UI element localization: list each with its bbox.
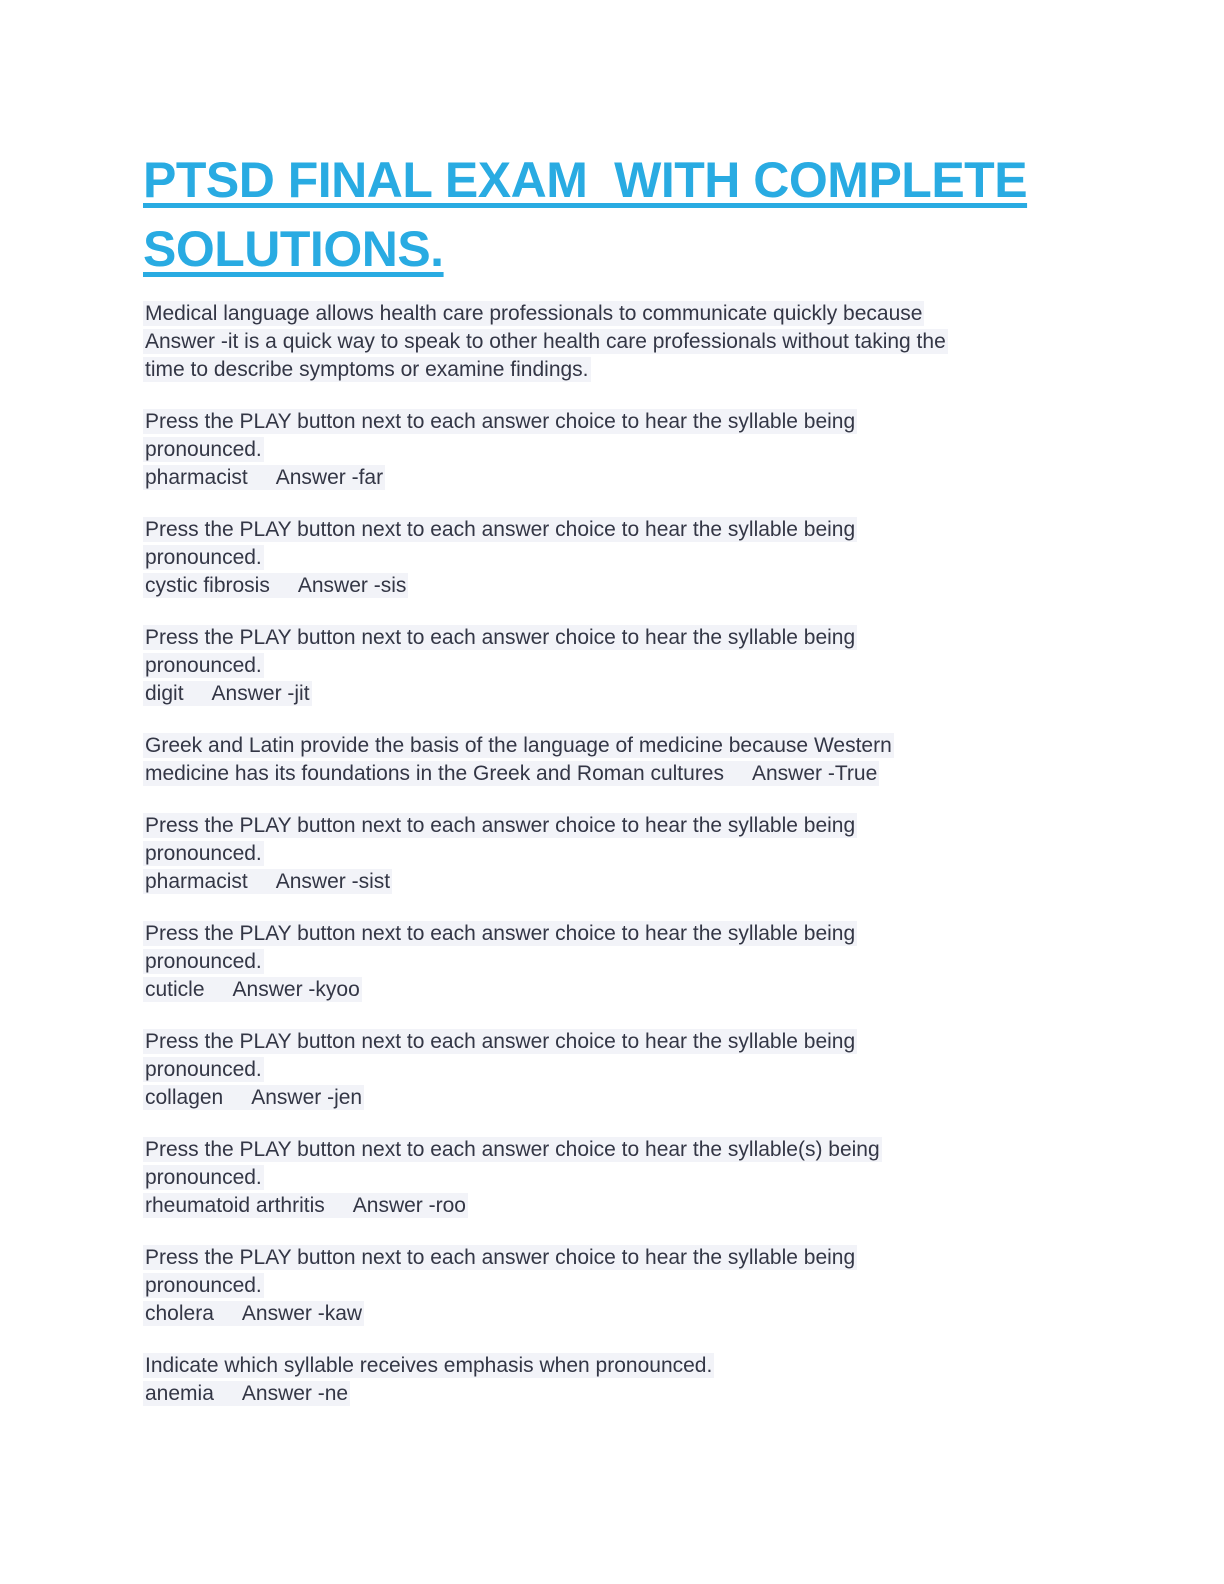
highlighted-text: Indicate which syllable receives emphasis when pronounced. [145, 1354, 713, 1377]
highlighted-text: pronounced. [145, 654, 262, 677]
page-title-line-1 [143, 146, 1124, 215]
highlighted-text: digit Answer -jit [145, 682, 310, 705]
highlighted-text: pronounced. [145, 546, 262, 569]
text-line [143, 1084, 1124, 1112]
highlighted-text: time to describe symptoms or examine findings. [145, 358, 589, 381]
text-line [143, 300, 1124, 328]
text-line [143, 572, 1124, 600]
highlighted-text: pronounced. [145, 1166, 262, 1189]
page-title-text-1: PTSD FINAL EXAM WITH COMPLETE [143, 152, 1028, 208]
text-line [143, 652, 1124, 680]
text-line [143, 680, 1124, 708]
text-line [143, 1192, 1124, 1220]
highlighted-text: collagen Answer -jen [145, 1086, 363, 1109]
highlighted-text: Press the PLAY button next to each answer choice to hear the syllable being [145, 626, 856, 649]
text-line [143, 356, 1124, 384]
text-line [143, 516, 1124, 544]
highlighted-text: Press the PLAY button next to each answer choice to hear the syllable(s) being [145, 1138, 880, 1161]
text-line [143, 948, 1124, 976]
qa-block [143, 732, 1124, 788]
text-line [143, 1380, 1124, 1408]
highlighted-text: pronounced. [145, 1058, 262, 1081]
text-line [143, 1028, 1124, 1056]
highlighted-text: rheumatoid arthritis Answer -roo [145, 1194, 466, 1217]
qa-block [143, 408, 1124, 492]
highlighted-text: medicine has its foundations in the Greek and Roman cultures Answer -True [145, 762, 878, 785]
page-title-text-2: SOLUTIONS. [143, 221, 444, 277]
highlighted-text: pronounced. [145, 950, 262, 973]
qa-block [143, 300, 1124, 384]
highlighted-text: Answer -it is a quick way to speak to other health care professionals without taking the [145, 330, 946, 353]
highlighted-text: pronounced. [145, 842, 262, 865]
highlighted-text: pharmacist Answer -far [145, 466, 384, 489]
text-line [143, 624, 1124, 652]
text-line [143, 328, 1124, 356]
text-line [143, 840, 1124, 868]
qa-block [143, 1244, 1124, 1328]
text-line [143, 436, 1124, 464]
text-line [143, 976, 1124, 1004]
document-body [143, 300, 1124, 1408]
text-line [143, 408, 1124, 436]
text-line [143, 1300, 1124, 1328]
highlighted-text: Press the PLAY button next to each answer choice to hear the syllable being [145, 518, 856, 541]
highlighted-text: Medical language allows health care professionals to communicate quickly because [145, 302, 923, 325]
highlighted-text: cuticle Answer -kyoo [145, 978, 360, 1001]
qa-block [143, 920, 1124, 1004]
qa-block [143, 1352, 1124, 1408]
text-line [143, 1272, 1124, 1300]
text-line [143, 1244, 1124, 1272]
text-line [143, 732, 1124, 760]
highlighted-text: anemia Answer -ne [145, 1382, 349, 1405]
text-line [143, 812, 1124, 840]
text-line [143, 1352, 1124, 1380]
highlighted-text: Press the PLAY button next to each answer choice to hear the syllable being [145, 410, 856, 433]
qa-block [143, 812, 1124, 896]
text-line [143, 464, 1124, 492]
page-title-line-2 [143, 215, 1124, 284]
highlighted-text: Greek and Latin provide the basis of the language of medicine because Western [145, 734, 892, 757]
text-line [143, 1056, 1124, 1084]
qa-block [143, 624, 1124, 708]
page-title [143, 146, 1124, 284]
highlighted-text: Press the PLAY button next to each answer choice to hear the syllable being [145, 922, 856, 945]
text-line [143, 920, 1124, 948]
highlighted-text: cholera Answer -kaw [145, 1302, 363, 1325]
qa-block [143, 1136, 1124, 1220]
highlighted-text: pharmacist Answer -sist [145, 870, 391, 893]
text-line [143, 760, 1124, 788]
qa-block [143, 516, 1124, 600]
highlighted-text: cystic fibrosis Answer -sis [145, 574, 407, 597]
text-line [143, 1136, 1124, 1164]
text-line [143, 1164, 1124, 1192]
highlighted-text: pronounced. [145, 438, 262, 461]
highlighted-text: Press the PLAY button next to each answer choice to hear the syllable being [145, 1246, 856, 1269]
text-line [143, 868, 1124, 896]
highlighted-text: Press the PLAY button next to each answer choice to hear the syllable being [145, 814, 856, 837]
highlighted-text: Press the PLAY button next to each answer choice to hear the syllable being [145, 1030, 856, 1053]
highlighted-text: pronounced. [145, 1274, 262, 1297]
qa-block [143, 1028, 1124, 1112]
text-line [143, 544, 1124, 572]
